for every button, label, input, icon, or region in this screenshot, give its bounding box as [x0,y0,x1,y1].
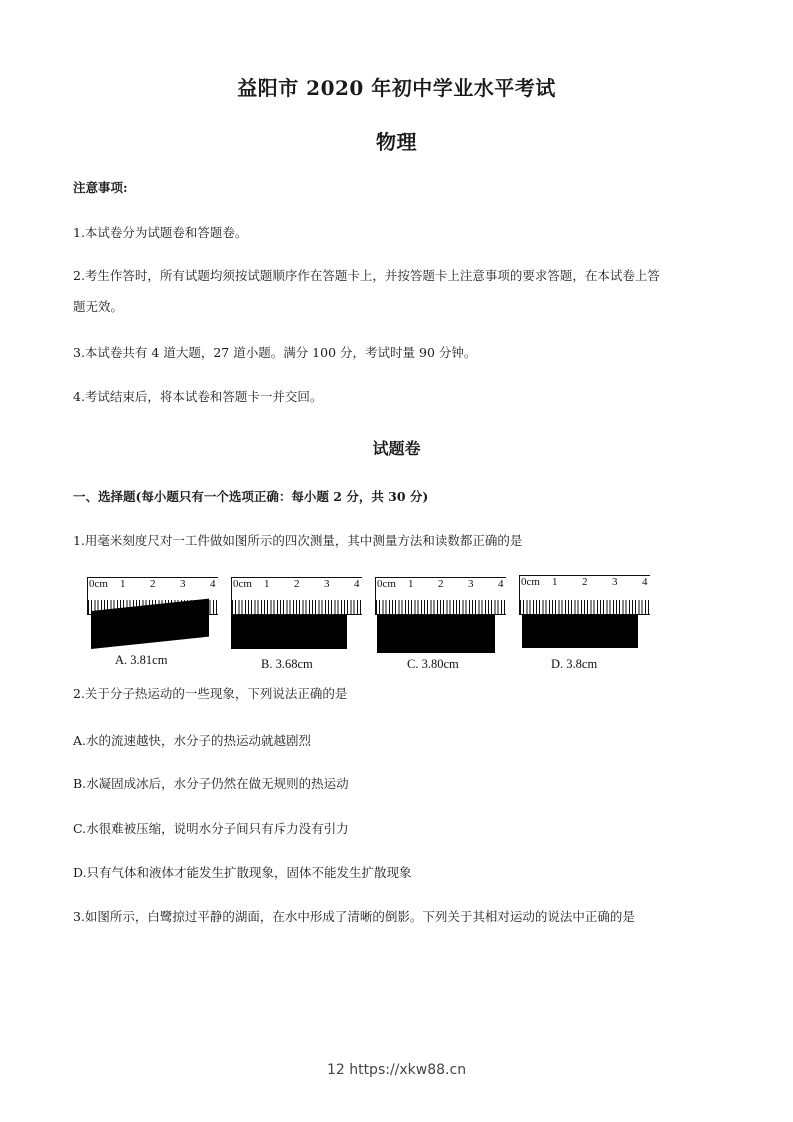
ruler-label: 3 [324,578,330,590]
notice-item-2-cont: 题无效。 [73,299,124,314]
ruler-label: 2 [294,578,300,590]
ruler-ticks [520,600,650,614]
notice-item-1: 1.本试卷分为试题卷和答题卷。 [73,225,248,240]
ruler-d [519,575,650,615]
ruler-label: 1 [120,578,126,590]
section-title: 试题卷 [372,439,421,458]
workpiece-b [231,615,347,649]
option-c-caption: C. 3.80cm [407,657,459,671]
question-2-option-b: B.水凝固成冰后，水分子仍然在做无规则的热运动 [73,776,349,791]
ruler-ticks [376,600,506,614]
ruler-label: 0cm [89,578,108,590]
notice-item-4: 4.考试结束后，将本试卷和答题卡一并交回。 [73,389,323,404]
ruler-label: 2 [438,578,444,590]
ruler-label: 2 [150,578,156,590]
workpiece-d [522,614,638,648]
ruler-label: 4 [642,576,648,588]
ruler-label: 4 [498,578,504,590]
notice-heading: 注意事项: [73,180,128,195]
workpiece-c [377,615,495,653]
ruler-b [231,577,362,615]
option-a-caption: A. 3.81cm [115,653,168,667]
ruler-label: 0cm [233,578,252,590]
question-2-option-d: D.只有气体和液体才能发生扩散现象，固体不能发生扩散现象 [73,865,412,880]
ruler-label: 4 [354,578,360,590]
ruler-label: 0cm [377,578,396,590]
option-b-caption: B. 3.68cm [261,657,313,671]
subject-title: 物理 [376,130,417,154]
option-d-caption: D. 3.8cm [551,657,598,671]
ruler-label: 1 [408,578,414,590]
question-2-stem: 2.关于分子热运动的一些现象，下列说法正确的是 [73,686,348,701]
ruler-label: 3 [468,578,474,590]
notice-item-3: 3.本试卷共有 4 道大题，27 道小题。满分 100 分，考试时量 90 分钟。 [73,345,477,360]
exam-title: 益阳市 2020 年初中学业水平考试 [237,76,556,100]
ruler-label: 1 [552,576,558,588]
ruler-label: 2 [582,576,588,588]
question-2-option-a: A.水的流速越快，水分子的热运动就越剧烈 [73,733,312,748]
question-1-stem: 1.用毫米刻度尺对一工件做如图所示的四次测量，其中测量方法和读数都正确的是 [73,533,523,548]
ruler-label: 3 [180,578,186,590]
page-footer: 12 https://xkw88.cn [326,1062,467,1078]
ruler-label: 1 [264,578,270,590]
ruler-c [375,577,506,615]
question-2-option-c: C.水很难被压缩，说明水分子间只有斥力没有引力 [73,821,349,836]
question-3-stem: 3.如图所示，白鹭掠过平静的湖面，在水中形成了清晰的倒影。下列关于其相对运动的说法中正确的是 [73,909,635,924]
ruler-label: 3 [612,576,618,588]
notice-item-2: 2.考生作答时，所有试题均须按试题顺序作在答题卡上，并按答题卡上注意事项的要求答题，在本试卷上答 [73,268,660,283]
ruler-label: 4 [210,578,216,590]
ruler-label: 0cm [521,576,540,588]
part1-heading: 一、选择题(每小题只有一个选项正确：每小题 2 分，共 30 分) [73,489,429,504]
ruler-ticks [232,600,362,614]
ruler-figure [85,575,655,675]
